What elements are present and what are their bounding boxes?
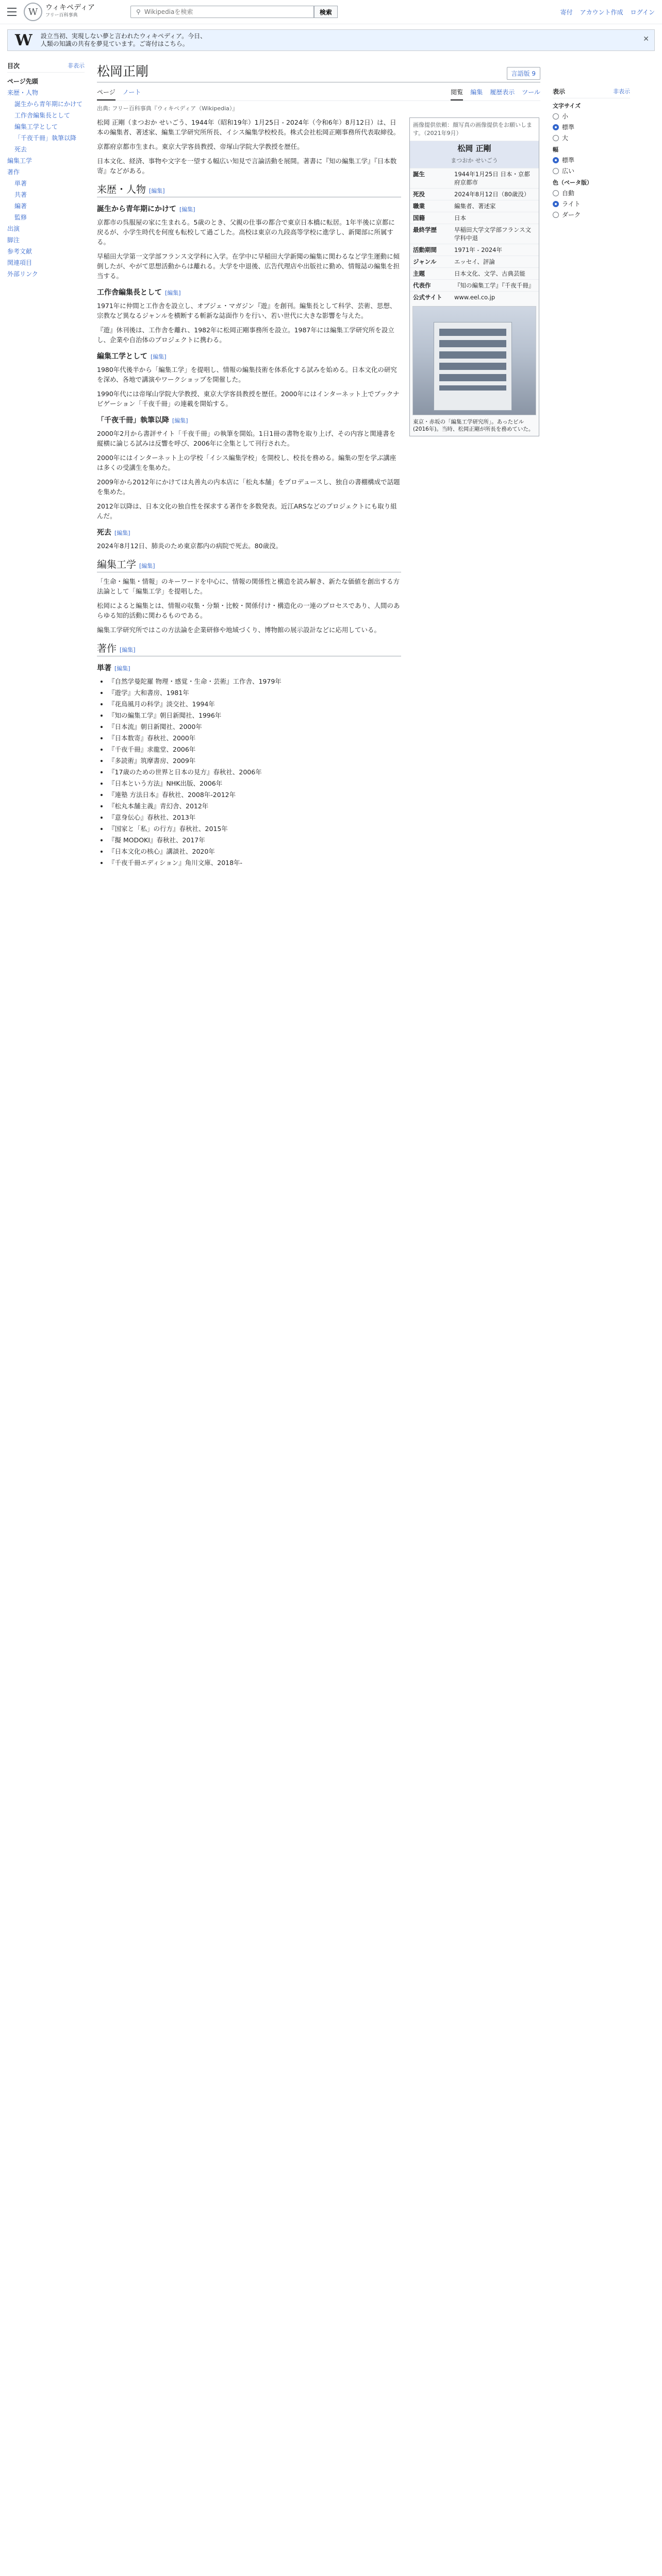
paragraph: 京都市の呉服屋の家に生まれる。5歳のとき、父親の仕事の都合で東京日本橋に転居。1年半後に京都に戻るが、小学生時代を何度も転校して過ごした。高校は東京の九段高等学校に進学し、新聞部に所属する。: [97, 218, 395, 246]
subsection-heading: 単著 [編集]: [97, 664, 130, 672]
toc-item[interactable]: ページ先頭: [7, 78, 38, 85]
site-logo[interactable]: [24, 3, 95, 21]
logo-name: ウィキペディア: [45, 4, 95, 12]
paragraph: 松岡によると編集とは、情報の収集・分類・比較・関係付け・構造化の一連のプロセスであり、人間のあらゆる知的活動に関わるものである。: [97, 602, 400, 619]
tab-tools[interactable]: ツール: [522, 89, 540, 96]
banner-line-1: 設立当初、実現しない夢と言われたウィキペディア。今日、: [40, 32, 207, 40]
toc-item[interactable]: 脚注: [7, 236, 20, 244]
toc-item[interactable]: 誕生から青年期にかけて: [14, 100, 83, 108]
color-label: 色（ベータ版）: [553, 179, 592, 186]
infobox-value: www.eel.co.jp: [454, 294, 495, 301]
building-photo[interactable]: [412, 306, 536, 415]
toc-item[interactable]: 外部リンク: [7, 270, 38, 278]
infobox-row: [410, 168, 539, 188]
infobox-row: [410, 256, 539, 267]
infobox-value: 日本文化、文学、古典芸能: [454, 270, 525, 277]
width-wide[interactable]: 広い: [553, 166, 630, 175]
list-item: • 『日本文化の核心』講談社、2020年: [108, 846, 401, 856]
infobox: [409, 117, 539, 436]
book-list: [97, 676, 401, 868]
donation-banner: [7, 29, 655, 51]
infobox-value: 2024年8月12日（80歳没）: [454, 191, 530, 198]
text-size-label: 文字サイズ: [553, 103, 581, 109]
text-size-large[interactable]: 大: [553, 133, 630, 142]
list-item: • 『千夜千冊エディション』角川文庫、2018年-: [108, 858, 401, 868]
width-standard[interactable]: 標準: [553, 156, 630, 164]
lead-paragraph: 京都府京都市生まれ。東京大学客員教授、帝塚山学院大学教授を歴任。: [97, 143, 304, 150]
color-dark[interactable]: ダーク: [553, 210, 630, 219]
paragraph: 『遊』休刊後は、工作舎を離れ、1982年に松岡正剛事務所を設立。1987年には編集工学研究所を設立し、企業や自治体のプロジェクトに携わる。: [97, 326, 394, 344]
infobox-row: [410, 224, 539, 244]
table-of-contents: [7, 51, 85, 873]
search-form: [126, 6, 338, 18]
list-item: • 『知の編集工学』朝日新聞社、1996年: [108, 710, 401, 720]
text-size-standard[interactable]: 標準: [553, 123, 630, 131]
infobox-label: 公式サイト: [413, 294, 442, 301]
infobox-row: [410, 212, 539, 224]
toc-item[interactable]: 編集工学として: [14, 123, 58, 130]
edit-section-link[interactable]: [編集]: [114, 530, 130, 536]
login-link[interactable]: ログイン: [630, 8, 655, 16]
tagline: 出典: フリー百科事典『ウィキペディア（Wikipedia）』: [97, 105, 238, 112]
lead-paragraph: 日本文化、経済、事物や文字を一望する幅広い知見で言論活動を展開。著書に『知の編集工学』『日本数寄』などがある。: [97, 157, 397, 175]
banner-line-2[interactable]: 人類の知識の共有を夢見ています。ご寄付はこちら。: [40, 40, 189, 47]
create-account-link[interactable]: アカウント作成: [580, 8, 623, 16]
infobox-row: [410, 244, 539, 256]
list-item: • 『花鳥風月の科学』淡交社、1994年: [108, 699, 401, 709]
infobox-row: [410, 200, 539, 212]
tab-edit[interactable]: 編集: [470, 89, 483, 96]
list-item: • 『意身伝心』春秋社、2013年: [108, 812, 401, 822]
main-menu-icon[interactable]: [7, 8, 16, 16]
toc-item[interactable]: 出演: [7, 225, 20, 232]
appearance-panel: [553, 51, 630, 873]
list-item: • 『17歳のための世界と日本の見方』春秋社、2006年: [108, 767, 401, 777]
search-button[interactable]: 検索: [314, 6, 338, 18]
page-title: 松岡正剛: [97, 64, 149, 79]
photo-caption: 東京・赤坂の「編集工学研究所」。あったビル(2016年)。当時、松岡正剛が所長を務めていた。: [413, 419, 534, 432]
infobox-value: 編集者、著述家: [454, 202, 496, 210]
toc-item[interactable]: 監修: [14, 214, 27, 221]
infobox-label: 国籍: [413, 214, 425, 222]
paragraph: 2012年以降は、日本文化の独自性を探求する著作を多数発表。近江ARSなどのプロジェクトにも取り組んだ。: [97, 502, 397, 520]
logo-sub: フリー百科事典: [45, 13, 78, 18]
donate-link[interactable]: 寄付: [560, 8, 573, 16]
article-body: [97, 117, 401, 873]
infobox-row: [410, 291, 539, 303]
image-request-note: 画像提供依頼：顔写真の画像提供をお願いします。（2021年9月）: [410, 118, 539, 141]
toc-hide-button[interactable]: 非表示: [68, 62, 85, 69]
main-content: [97, 51, 540, 873]
infobox-value: 『知の編集工学』『千夜千冊』: [454, 282, 535, 289]
section-heading: 著作 [編集]: [97, 644, 401, 656]
infobox-label: 活動期間: [413, 246, 437, 253]
list-item: • 『遊学』大和書房、1981年: [108, 688, 401, 698]
appearance-hide-button[interactable]: 非表示: [613, 88, 630, 95]
edit-section-link[interactable]: [編集]: [179, 206, 195, 213]
color-auto[interactable]: 自動: [553, 189, 630, 197]
edit-section-link[interactable]: [編集]: [120, 647, 136, 653]
list-item: • 『連塾 方法日本』春秋社、2008年-2012年: [108, 790, 401, 800]
list-item: • 『日本数寄』春秋社、2000年: [108, 733, 401, 743]
list-item: • 『松丸本舗主義』青幻舎、2012年: [108, 801, 401, 811]
toc-item[interactable]: 編著: [14, 202, 27, 210]
edit-section-link[interactable]: [編集]: [139, 563, 155, 569]
search-input[interactable]: [130, 6, 314, 18]
infobox-value: 早稲田大学文学部フランス文学科中退: [454, 226, 532, 242]
infobox-row: [410, 267, 539, 279]
infobox-label: 職業: [413, 202, 425, 210]
infobox-label: 死没: [413, 191, 425, 198]
infobox-label: ジャンル: [413, 258, 437, 265]
subsection-heading: 「千夜千冊」執筆以降 [編集]: [97, 416, 188, 425]
paragraph: 1971年に仲間と工作舎を設立し、オブジェ・マガジン『遊』を創刊。編集長として科学、芸術、思想、宗教など異なるジャンルを横断する斬新な誌面作りを行い、若い世代に大きな影響を与えた。: [97, 302, 396, 319]
edit-section-link[interactable]: [編集]: [114, 665, 130, 672]
tab-talk[interactable]: ノート: [122, 89, 141, 96]
toc-item[interactable]: 工作舎編集長として: [14, 112, 71, 119]
list-item: • 『千夜千冊』求龍堂、2006年: [108, 744, 401, 754]
edit-section-link[interactable]: [編集]: [149, 188, 165, 194]
infobox-value: エッセイ、評論: [454, 258, 495, 265]
infobox-value: 1944年1月25日 日本・京都府京都市: [454, 171, 530, 186]
list-item: • 『国家と「私」の行方』春秋社、2015年: [108, 824, 401, 834]
edit-section-link[interactable]: [編集]: [165, 290, 181, 296]
subsection-heading: 編集工学として [編集]: [97, 352, 167, 361]
color-light[interactable]: ライト: [553, 199, 630, 208]
infobox-label: 最終学歴: [413, 226, 437, 233]
list-item: • 『自然学曼陀羅 物理・感覚・生命・芸術』工作舎、1979年: [108, 676, 401, 686]
user-links: [560, 8, 655, 16]
infobox-kana: まつおか せいごう: [410, 156, 539, 168]
list-item: • 『日本という方法』NHK出版、2006年: [108, 778, 401, 788]
subsection-heading: 誕生から青年期にかけて [編集]: [97, 205, 195, 213]
paragraph: 1980年代後半から「編集工学」を提唱し、情報の編集技術を体系化する試みを始める。日本文化の研究を深め、各地で講演やワークショップを開催した。: [97, 366, 397, 383]
toc-item[interactable]: 単著: [14, 180, 27, 187]
toc-item[interactable]: 共著: [14, 191, 27, 198]
site-header: [0, 0, 662, 24]
infobox-label: 誕生: [413, 171, 425, 178]
lead-paragraph: 松岡 正剛（まつおか せいごう、1944年（昭和19年）1月25日 - 2024年（令和6年）8月12日）は、日本の編集者、著述家、編集工学研究所所長、イシス編集学校校長。株式会社松岡正剛事務所代表取締役。: [97, 118, 400, 136]
paragraph: 2000年2月から書評サイト「千夜千冊」の執筆を開始。1日1冊の書物を取り上げ、その内容と関連書を縦横に論じる試みは反響を呼び、2006年に全集として刊行された。: [97, 430, 396, 447]
tab-read[interactable]: 閲覧: [451, 84, 463, 100]
appearance-title: 表示: [553, 88, 566, 95]
toc-item[interactable]: 関連項目: [7, 259, 32, 266]
infobox-title: 松岡 正剛: [410, 141, 539, 156]
infobox-value: 日本: [454, 214, 466, 222]
paragraph: 1990年代には帝塚山学院大学教授、東京大学客員教授を歴任。2000年にはインターネット上でブックナビゲーション「千夜千冊」の連載を開始する。: [97, 390, 400, 408]
infobox-row: [410, 188, 539, 200]
language-button[interactable]: 言語版 9: [507, 67, 540, 80]
toc-item[interactable]: 編集工学: [7, 157, 32, 164]
paragraph: 編集工学研究所ではこの方法論を企業研修や地域づくり、博物館の展示設計などに応用している。: [97, 626, 381, 634]
toc-item[interactable]: 死去: [14, 146, 27, 153]
section-heading: 編集工学 [編集]: [97, 560, 401, 572]
paragraph: 2024年8月12日、肺炎のため東京都内の病院で死去。80歳没。: [97, 542, 283, 550]
width-label: 幅: [553, 146, 558, 153]
paragraph: 早稲田大学第一文学部フランス文学科に入学。在学中に早稲田大学新聞の編集に関わるなど学生運動に傾倒したが、やがて思想活動からは離れる。大学を中退後、広告代理店や出版社に勤め、情報誌の編集を担当する。: [97, 252, 400, 280]
infobox-value: 1971年 - 2024年: [454, 246, 502, 253]
wikipedia-globe-icon: W: [24, 3, 42, 21]
toc-item[interactable]: 「千夜千冊」執筆以降: [14, 134, 77, 142]
section-heading: 来歴・人物 [編集]: [97, 185, 401, 197]
tab-page[interactable]: ページ: [97, 84, 115, 100]
edit-section-link[interactable]: [編集]: [151, 353, 167, 360]
toc-item[interactable]: 来歴・人物: [7, 89, 39, 96]
infobox-label: 代表作: [413, 282, 431, 289]
paragraph: 2000年にはインターネット上の学校「イシス編集学校」を開校し、校長を務める。編集の型を学ぶ講座は多くの受講生を集めた。: [97, 454, 396, 471]
paragraph: 「生命・編集・情報」のキーワードを中心に、情報の関係性と構造を読み解き、新たな価値を創出する方法論として「編集工学」を提唱した。: [97, 578, 400, 595]
page-tabs: [97, 84, 540, 101]
list-item: • 『日本流』朝日新聞社、2000年: [108, 722, 401, 732]
tab-history[interactable]: 履歴表示: [490, 89, 515, 96]
list-item: • 『擬 MODOKI』春秋社、2017年: [108, 835, 401, 845]
infobox-label: 主題: [413, 270, 425, 277]
toc-item[interactable]: 参考文献: [7, 248, 32, 255]
toc-title: 目次: [7, 62, 20, 70]
text-size-small[interactable]: 小: [553, 112, 630, 121]
search-icon: ⚲: [136, 8, 141, 15]
edit-section-link[interactable]: [編集]: [172, 417, 188, 424]
close-icon[interactable]: ✕: [643, 35, 649, 43]
wikipedia-w-icon: W: [15, 31, 32, 49]
list-item: • 『多読術』筑摩書房、2009年: [108, 756, 401, 766]
subsection-heading: 工作舎編集長として [編集]: [97, 289, 181, 297]
paragraph: 2009年から2012年にかけては丸善丸の内本店に「松丸本舗」をプロデュースし、独自の書棚構成で話題を集めた。: [97, 478, 400, 496]
subsection-heading: 死去 [編集]: [97, 529, 130, 537]
toc-item[interactable]: 著作: [7, 168, 20, 176]
infobox-row: [410, 279, 539, 291]
